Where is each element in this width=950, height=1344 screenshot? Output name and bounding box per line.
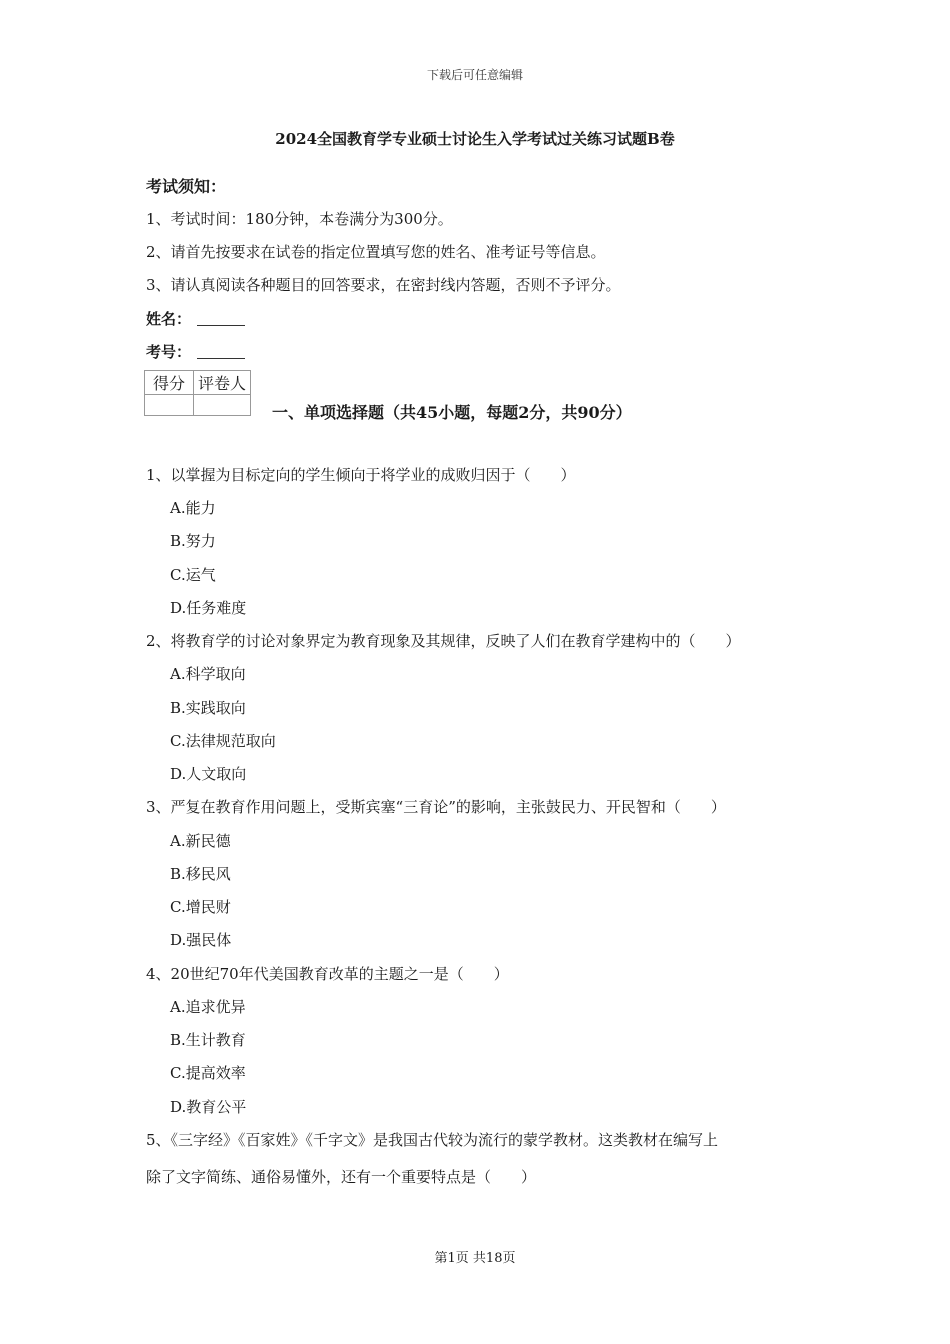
score-table: [144, 370, 251, 416]
question-stem: 4、20世纪70年代美国教育改革的主题之一是（ ）: [146, 965, 509, 983]
score-header: 得分: [145, 371, 194, 395]
option: B.努力: [170, 532, 216, 550]
grader-header: 评卷人: [194, 371, 251, 395]
section-title: 一、单项选择题（共45小题，每题2分，共90分）: [272, 403, 632, 422]
option: D.任务难度: [170, 599, 247, 617]
option: A.追求优异: [170, 998, 246, 1016]
score-cell[interactable]: [145, 395, 194, 416]
option: D.强民体: [170, 931, 232, 949]
option: A.能力: [170, 499, 216, 517]
question-stem-continued: 除了文字简练、通俗易懂外，还有一个重要特点是（ ）: [146, 1168, 537, 1186]
option: D.人文取向: [170, 765, 247, 783]
id-field[interactable]: [146, 341, 245, 362]
option: B.实践取向: [170, 699, 246, 717]
name-label: 姓名：: [146, 310, 192, 328]
header-note: 下载后可任意编辑: [426, 68, 523, 82]
question-stem: 5、《三字经》《百家姓》《千字文》是我国古代较为流行的蒙学教材。这类教材在编写上: [146, 1131, 719, 1149]
name-blank[interactable]: [197, 324, 245, 326]
id-blank[interactable]: [197, 357, 245, 359]
grader-cell[interactable]: [194, 395, 251, 416]
option: C.提高效率: [170, 1064, 246, 1082]
question-stem: 2、将教育学的讨论对象界定为教育现象及其规律，反映了人们在教育学建构中的（ ）: [146, 632, 741, 650]
name-field[interactable]: [146, 308, 245, 329]
option: A.新民德: [170, 832, 231, 850]
document-title: 2024全国教育学专业硕士讨论生入学考试过关练习试题B卷: [275, 130, 675, 148]
option: D.教育公平: [170, 1098, 247, 1116]
notice-item: 1、考试时间：180分钟，本卷满分为300分。: [146, 210, 453, 228]
notice-heading: 考试须知：: [146, 177, 227, 196]
notice-item: 3、请认真阅读各种题目的回答要求，在密封线内答题，否则不予评分。: [146, 276, 621, 294]
question-stem: 3、严复在教育作用问题上，受斯宾塞“三育论”的影响，主张鼓民力、开民智和（ ）: [146, 798, 726, 816]
option: B.移民风: [170, 865, 231, 883]
option: C.运气: [170, 566, 216, 584]
option: A.科学取向: [170, 665, 246, 683]
question-stem: 1、以掌握为目标定向的学生倾向于将学业的成败归因于（ ）: [146, 466, 576, 484]
page-footer: 第1页 共18页: [434, 1251, 516, 1266]
notice-item: 2、请首先按要求在试卷的指定位置填写您的姓名、准考证号等信息。: [146, 243, 606, 261]
id-label: 考号：: [146, 343, 192, 361]
option: C.法律规范取向: [170, 732, 276, 750]
option: C.增民财: [170, 898, 231, 916]
option: B.生计教育: [170, 1031, 246, 1049]
